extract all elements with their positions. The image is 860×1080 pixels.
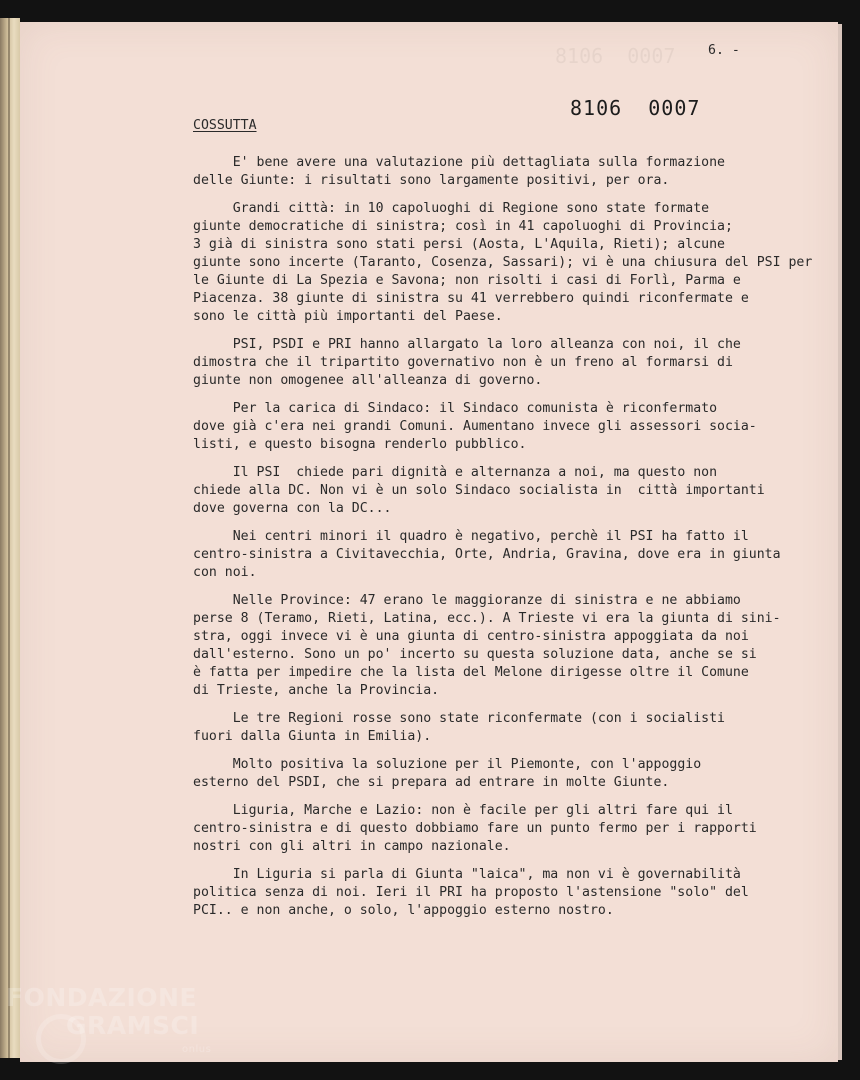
paragraph: Il PSI chiede pari dignità e alternanza a noi, ma questo non chiede alla DC. Non vi è un solo Sindaco socialista in città importanti dove governa con la DC...: [193, 465, 765, 516]
archive-stamp-number: 8106 0007: [570, 96, 701, 120]
paragraph: Per la carica di Sindaco: il Sindaco comunista è riconfermato dove già c'era nei grandi Comuni. Aumentano invece gli assessori socia- listi, e questo bisogna renderlo pubblico.: [193, 401, 757, 452]
paragraph: In Liguria si parla di Giunta "laica", ma non vi è governabilità politica senza di noi. Ieri il PRI ha proposto l'astensione "solo" del PCI.. e non anche, o solo, l'appoggio esterno nostro.: [193, 867, 749, 918]
spine-crease: [8, 18, 10, 1058]
paragraph: Le tre Regioni rosse sono state riconfermate (con i socialisti fuori dalla Giunta in Emilia).: [193, 711, 725, 744]
watermark-line1: FONDAZIONE: [6, 983, 198, 1012]
watermark-line2: GRAMSCI: [66, 1011, 200, 1040]
fondazione-gramsci-watermark: [6, 983, 212, 1055]
paragraph: Liguria, Marche e Lazio: non è facile per gli altri fare qui il centro-sinistra e di questo dobbiamo fare un punto fermo per i rapporti nostri con gli altri in campo nazionale.: [193, 803, 757, 854]
paragraph: E' bene avere una valutazione più dettagliata sulla formazione delle Giunte: i risultati sono largamente positivi, per ora.: [193, 155, 725, 188]
page-edge: [838, 24, 842, 1060]
paragraph: PSI, PSDI e PRI hanno allargato la loro alleanza con noi, il che dimostra che il tripartito governativo non è un freno al formarsi di giunte non omogenee all'alleanza di governo.: [193, 337, 741, 388]
paragraph: Nei centri minori il quadro è negativo, perchè il PSI ha fatto il centro-sinistra a Civitavecchia, Orte, Andria, Gravina, dove era in giunta con noi.: [193, 529, 781, 580]
paragraph: Molto positiva la soluzione per il Piemonte, con l'appoggio esterno del PSDI, che si prepara ad entrare in molte Giunte.: [193, 757, 702, 790]
watermark-suffix: onlus: [182, 1044, 212, 1055]
bleed-through-stamp: 8106 0007: [555, 44, 676, 68]
page-number: 6. -: [708, 43, 740, 58]
typed-body: [193, 154, 823, 930]
speaker-heading: COSSUTTA: [193, 118, 257, 133]
paragraph: Grandi città: in 10 capoluoghi di Regione sono state formate giunte democratiche di sinistra; così in 41 capoluoghi di Provincia; 3 già di sinistra sono stati persi (Aosta, L'Aquila, Rieti); alcune giunte sono incerte (Taranto, Cosenza, Sassari); vi è una chiusura del PSI per le Giunte di La Spezia e Savona; non risolti i casi di Forlì, Parma e Piacenza. 38 giunte di sinistra su 41 verrebbero quindi riconfermate e sono le città più importanti del Paese.: [193, 201, 813, 324]
binder-spine: [0, 18, 20, 1058]
paragraph: Nelle Province: 47 erano le maggioranze di sinistra e ne abbiamo perse 8 (Teramo, Rieti, Latina, ecc.). A Trieste vi era la giunta di sini- stra, oggi invece vi è una giunta di centro-sinistra appoggiata da noi dall'esterno. Sono un po' incerto su questa soluzione data, anche se si è fatta per impedire che la lista del Melone dirigesse oltre il Comune di Trieste, anche la Provincia.: [193, 593, 781, 698]
